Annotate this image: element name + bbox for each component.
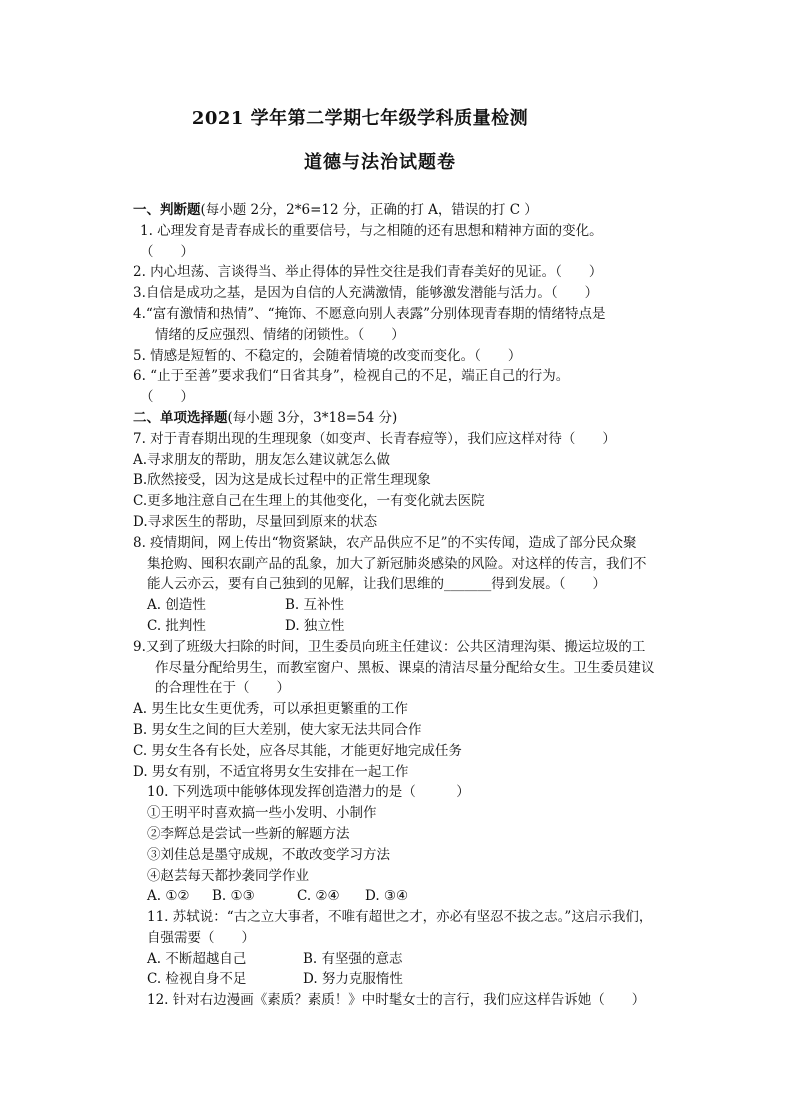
question-8: 8. 疫情期间，网上传出“物资紧缺，农产品供应不足”的不实传闻，造成了部分民众聚 xyxy=(133,534,637,551)
question-8-options-row xyxy=(133,616,673,637)
question-7-option-b: B.欣然接受，因为这是成长过程中的正常生理现象 xyxy=(133,472,431,489)
question-10-item-1: ①王明平时喜欢搞一些小发明、小制作 xyxy=(147,805,377,822)
question-11: 11. 苏轼说：“古之立大事者，不唯有超世之才，亦必有坚忍不拔之志。”这启示我们， xyxy=(147,909,653,926)
question-12: 12. 针对右边漫画《素质？素质！》中时髦女士的言行，我们应这样告诉她（ ） xyxy=(147,992,646,1009)
question-6: 6. “止于至善”要求我们“日省其身”，检视自己的不足，端正自己的行为。 xyxy=(133,368,570,385)
question-8-options-row xyxy=(133,595,673,616)
question-11-cont: 自强需要（ ） xyxy=(147,929,255,946)
question-10-options-row xyxy=(133,886,673,907)
question-11-option-a: A. 不断超越自己 xyxy=(147,950,247,967)
question-10: 10. 下列选项中能够体现发挥创造潜力的是（ ） xyxy=(147,784,470,801)
question-10-item-2: ②李辉总是尝试一些新的解题方法 xyxy=(147,825,350,842)
question-9-cont: 的合理性在于（ ） xyxy=(155,680,290,697)
question-11-option-c: C. 检视自身不足 xyxy=(147,971,247,988)
question-11-options-row xyxy=(133,969,673,990)
question-11-option-b: B. 有坚强的意志 xyxy=(303,950,403,967)
question-7: 7. 对于青春期出现的生理现象（如变声、长青春痘等），我们应这样对待（ ） xyxy=(133,430,616,447)
exam-subtitle: 道德与法治试题卷 xyxy=(304,152,456,173)
question-9-option-d: D. 男女有别，不适宜将男女生安排在一起工作 xyxy=(133,763,409,780)
question-8-option-d: D. 独立性 xyxy=(285,617,345,634)
question-11-option-d: D. 努力克服惰性 xyxy=(303,971,403,988)
question-8-option-b: B. 互补性 xyxy=(285,597,345,614)
question-4-cont: 情绪的反应强烈、情绪的闭锁性。（ ） xyxy=(155,326,405,343)
question-5: 5. 情感是短暂的、不稳定的，会随着情境的改变而变化。（ ） xyxy=(133,347,522,364)
question-8-option-c: C. 批判性 xyxy=(147,617,206,634)
exam-body xyxy=(133,200,673,1011)
question-8-cont: 集抢购、囤积农副产品的乱象，加大了新冠肺炎感染的风险。对这样的传言，我们不 xyxy=(147,555,647,572)
question-6-answer-blank: （ ） xyxy=(140,389,194,406)
question-1-answer-blank: （ ） xyxy=(140,243,194,260)
question-10-option-d: D. ③④ xyxy=(365,888,409,905)
question-9-option-b: B. 男女生之间的巨大差别，使大家无法共同合作 xyxy=(133,721,422,738)
question-1: 1. 心理发育是青春成长的重要信号，与之相随的还有思想和精神方面的变化。 xyxy=(140,222,603,239)
question-7-option-d: D.寻求医生的帮助，尽量回到原来的状态 xyxy=(133,513,378,530)
question-10-item-3: ③刘佳总是墨守成规，不敢改变学习方法 xyxy=(147,846,390,863)
question-2: 2. 内心坦荡、言谈得当、举止得体的异性交往是我们青春美好的见证。（ ） xyxy=(133,264,603,281)
question-10-option-a: A. ①② xyxy=(147,888,190,905)
question-11-options-row xyxy=(133,949,673,970)
question-10-item-4: ④赵芸每天都抄袭同学作业 xyxy=(147,867,309,884)
question-10-option-c: C. ②④ xyxy=(297,888,340,905)
question-9-option-a: A. 男生比女生更优秀，可以承担更繁重的工作 xyxy=(133,701,408,718)
question-7-option-a: A.寻求朋友的帮助，朋友怎么建议就怎么做 xyxy=(133,451,391,468)
question-9-cont: 作尽量分配给男生，而教室窗户、黑板、课桌的清洁尽量分配给女生。卫生委员建议 xyxy=(155,659,655,676)
question-10-option-b: B. ①③ xyxy=(212,888,255,905)
question-9-option-c: C. 男女生各有长处，应各尽其能，才能更好地完成任务 xyxy=(133,742,462,759)
question-3: 3.自信是成功之基，是因为自信的人充满激情，能够激发潜能与活力。（ ） xyxy=(133,285,599,302)
question-9: 9.又到了班级大扫除的时间，卫生委员向班主任建议：公共区清理沟渠、搬运垃圾的工 xyxy=(133,638,646,655)
section-1-heading: 一、判断题(每小题 2分，2*6=12 分，正确的打 A，错误的打 C ） xyxy=(133,202,538,218)
exam-title: 2021 学年第二学期七年级学科质量检测 xyxy=(191,108,529,129)
section-2-heading: 二、单项选择题(每小题 3分，3*18=54 分) xyxy=(133,409,398,426)
question-7-option-c: C.更多地注意自己在生理上的其他变化，一有变化就去医院 xyxy=(133,493,485,510)
question-8-option-a: A. 创造性 xyxy=(147,597,206,614)
question-4: 4.“富有激情和热情”、“掩饰、不愿意向别人表露”分别体现青春期的情绪特点是 xyxy=(133,305,606,322)
question-8-cont: 能人云亦云，要有自己独到的见解，让我们思维的_______得到发展。（ ） xyxy=(147,576,606,593)
